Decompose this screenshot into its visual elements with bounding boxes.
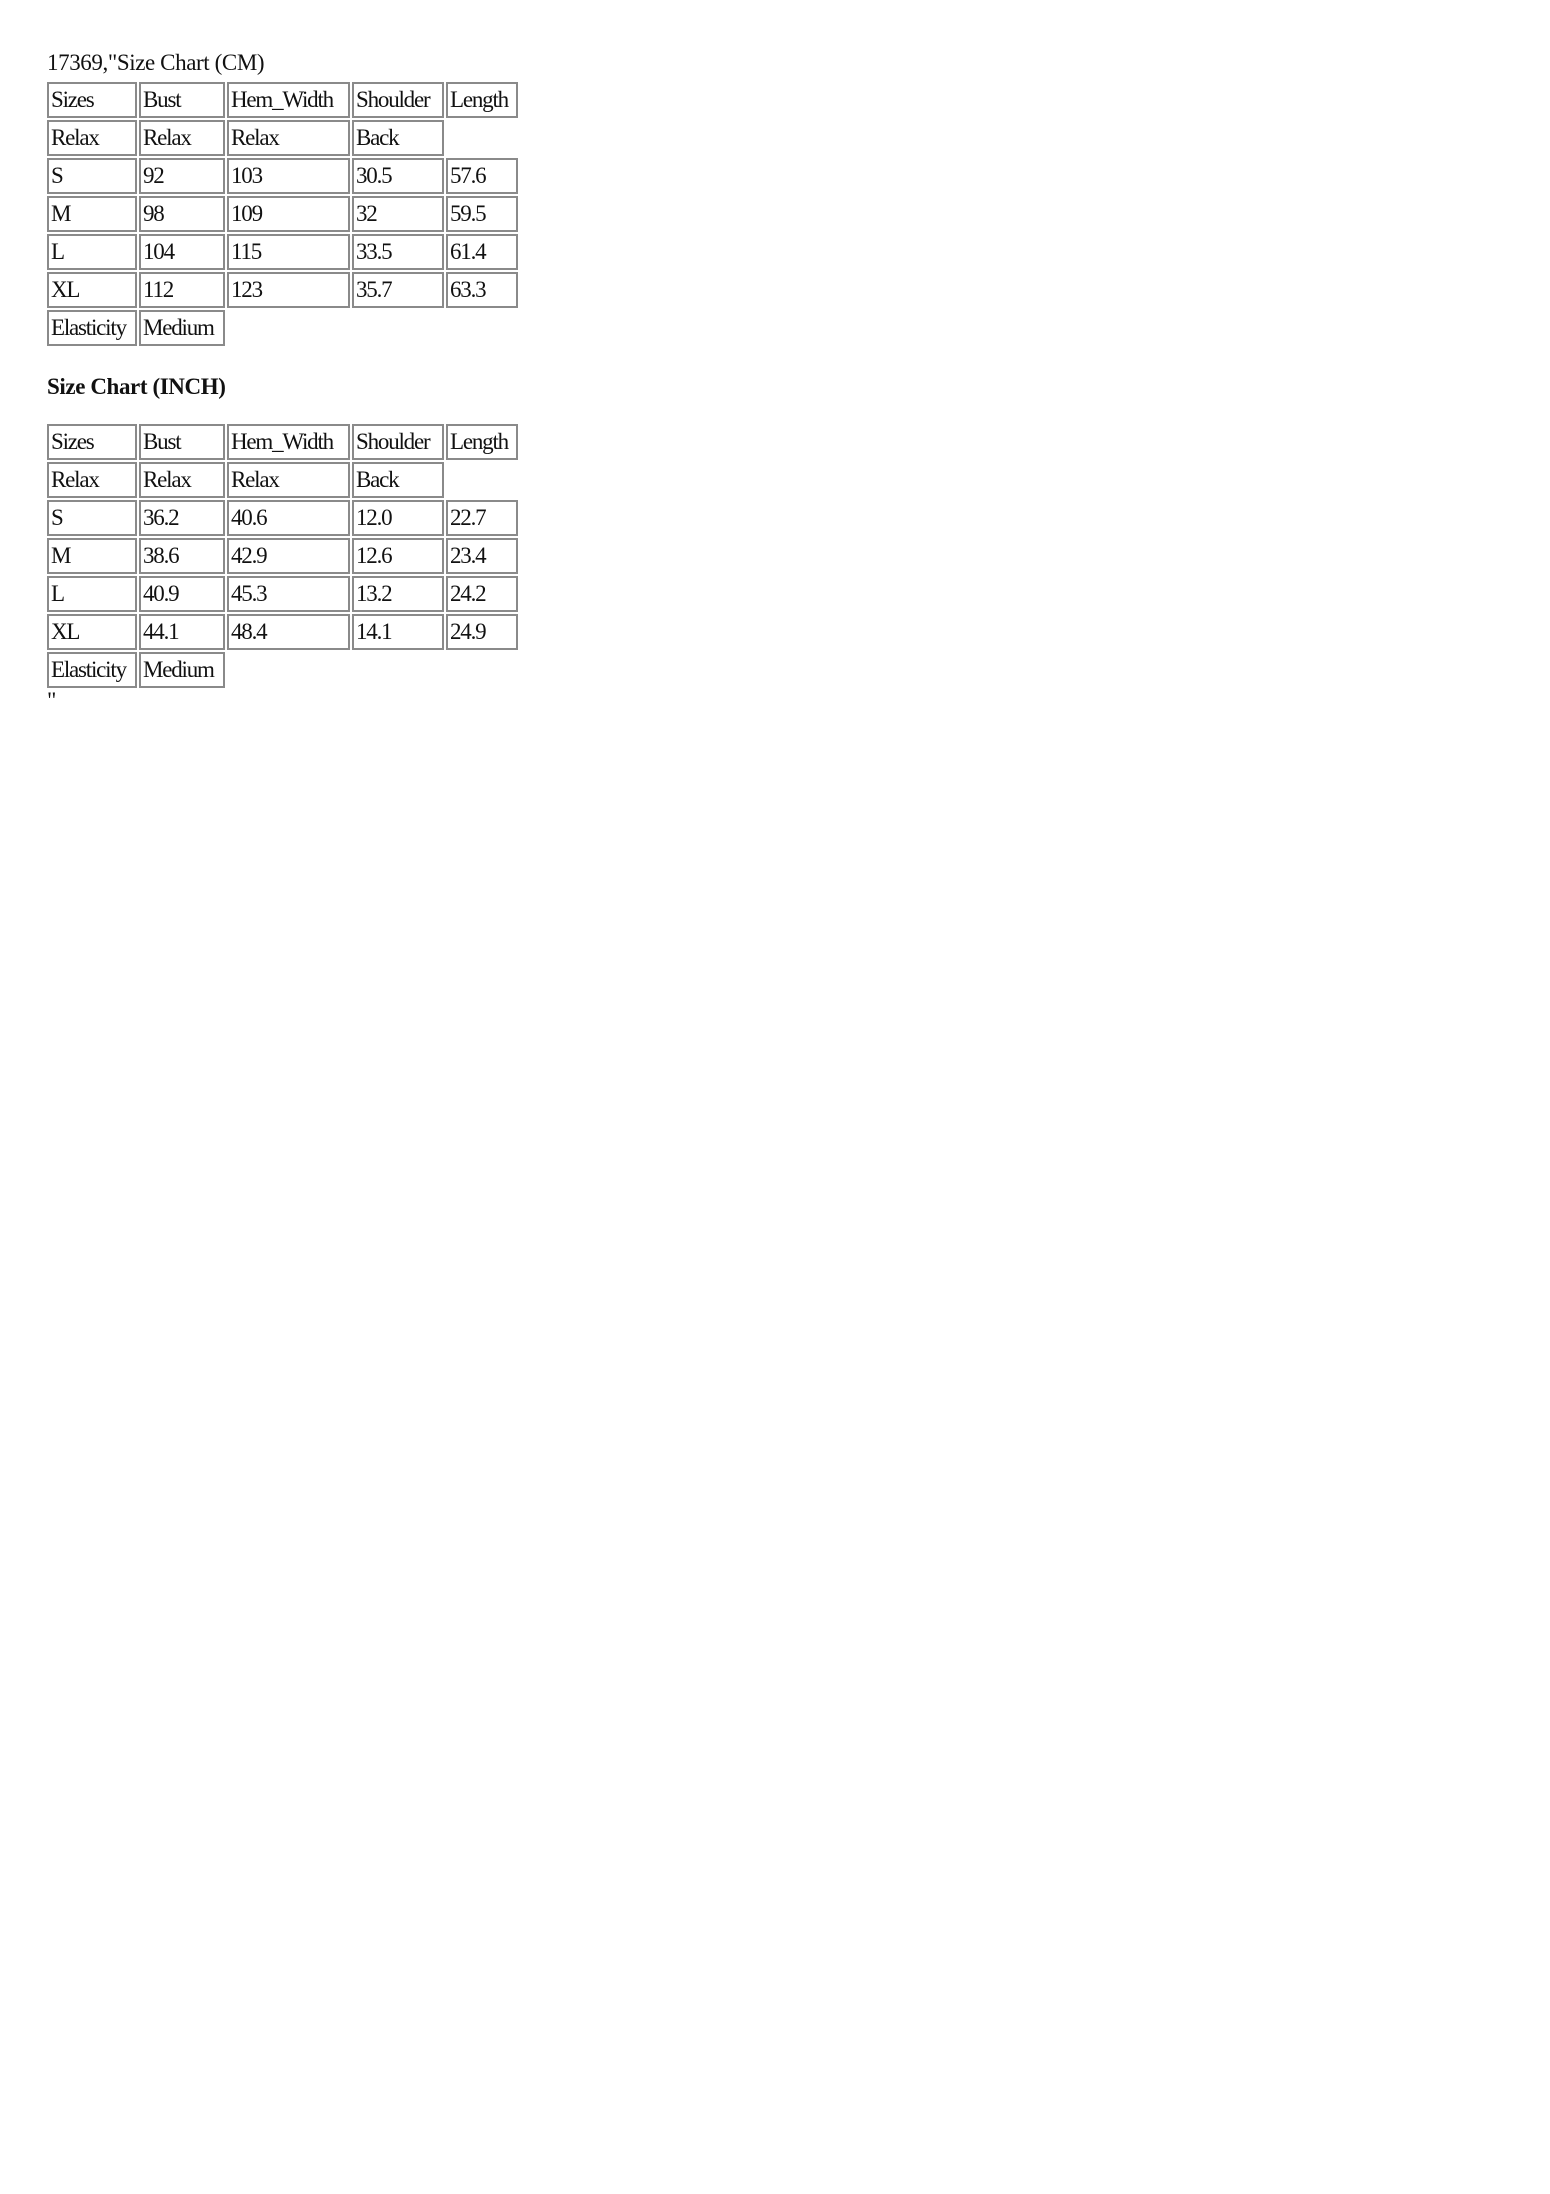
header-cell: Length <box>446 424 518 460</box>
value-cell: 22.7 <box>446 500 518 536</box>
value-cell: 45.3 <box>227 576 350 612</box>
table-row <box>47 234 518 270</box>
value-cell: 35.7 <box>352 272 444 308</box>
value-cell: 38.6 <box>139 538 225 574</box>
table-row <box>47 576 518 612</box>
closing-quote-text: " <box>47 688 57 713</box>
size-cell: XL <box>47 272 137 308</box>
elasticity-label-cell: Elasticity <box>47 310 137 346</box>
value-cell: 42.9 <box>227 538 350 574</box>
empty-cell <box>227 310 350 346</box>
value-cell: 23.4 <box>446 538 518 574</box>
subheader-cell: Relax <box>227 462 350 498</box>
value-cell: 13.2 <box>352 576 444 612</box>
header-cell: Hem_Width <box>227 424 350 460</box>
value-cell: 44.1 <box>139 614 225 650</box>
table-subheader-row <box>47 120 518 156</box>
table-row <box>47 500 518 536</box>
subheader-cell: Relax <box>227 120 350 156</box>
empty-cell <box>446 310 518 346</box>
table-row <box>47 538 518 574</box>
table-row <box>47 196 518 232</box>
table-subheader-row <box>47 462 518 498</box>
value-cell: 123 <box>227 272 350 308</box>
header-cell: Shoulder <box>352 424 444 460</box>
header-cell: Length <box>446 82 518 118</box>
value-cell: 104 <box>139 234 225 270</box>
size-chart-inch-table <box>45 422 520 690</box>
empty-cell <box>446 462 518 498</box>
value-cell: 14.1 <box>352 614 444 650</box>
value-cell: 40.6 <box>227 500 350 536</box>
size-cell: M <box>47 196 137 232</box>
value-cell: 30.5 <box>352 158 444 194</box>
elasticity-value-cell: Medium <box>139 310 225 346</box>
value-cell: 103 <box>227 158 350 194</box>
elasticity-value-cell: Medium <box>139 652 225 688</box>
header-cell: Sizes <box>47 424 137 460</box>
subheader-cell: Relax <box>139 120 225 156</box>
value-cell: 40.9 <box>139 576 225 612</box>
subheader-cell: Back <box>352 462 444 498</box>
table-row <box>47 158 518 194</box>
subheader-cell: Relax <box>139 462 225 498</box>
header-cell: Bust <box>139 424 225 460</box>
size-chart-cm-table <box>45 80 520 348</box>
subheader-cell: Relax <box>47 462 137 498</box>
value-cell: 33.5 <box>352 234 444 270</box>
header-cell: Sizes <box>47 82 137 118</box>
value-cell: 57.6 <box>446 158 518 194</box>
value-cell: 24.2 <box>446 576 518 612</box>
table-header-row <box>47 82 518 118</box>
elasticity-label-cell: Elasticity <box>47 652 137 688</box>
header-cell: Hem_Width <box>227 82 350 118</box>
empty-cell <box>446 652 518 688</box>
value-cell: 115 <box>227 234 350 270</box>
subheader-cell: Relax <box>47 120 137 156</box>
table-header-row <box>47 424 518 460</box>
value-cell: 92 <box>139 158 225 194</box>
size-cell: L <box>47 234 137 270</box>
table-row <box>47 272 518 308</box>
value-cell: 61.4 <box>446 234 518 270</box>
cm-chart-heading: 17369,"Size Chart (CM) <box>47 50 265 75</box>
value-cell: 98 <box>139 196 225 232</box>
value-cell: 59.5 <box>446 196 518 232</box>
value-cell: 36.2 <box>139 500 225 536</box>
value-cell: 112 <box>139 272 225 308</box>
value-cell: 24.9 <box>446 614 518 650</box>
empty-cell <box>446 120 518 156</box>
document-page <box>47 48 520 712</box>
elasticity-row <box>47 310 518 346</box>
value-cell: 109 <box>227 196 350 232</box>
empty-cell <box>352 652 444 688</box>
table-row <box>47 614 518 650</box>
elasticity-row <box>47 652 518 688</box>
header-cell: Shoulder <box>352 82 444 118</box>
size-cell: M <box>47 538 137 574</box>
value-cell: 48.4 <box>227 614 350 650</box>
empty-cell <box>227 652 350 688</box>
subheader-cell: Back <box>352 120 444 156</box>
value-cell: 12.6 <box>352 538 444 574</box>
size-cell: S <box>47 500 137 536</box>
value-cell: 32 <box>352 196 444 232</box>
size-cell: S <box>47 158 137 194</box>
inch-chart-heading: Size Chart (INCH) <box>47 374 226 399</box>
value-cell: 12.0 <box>352 500 444 536</box>
size-cell: L <box>47 576 137 612</box>
empty-cell <box>352 310 444 346</box>
size-cell: XL <box>47 614 137 650</box>
value-cell: 63.3 <box>446 272 518 308</box>
header-cell: Bust <box>139 82 225 118</box>
